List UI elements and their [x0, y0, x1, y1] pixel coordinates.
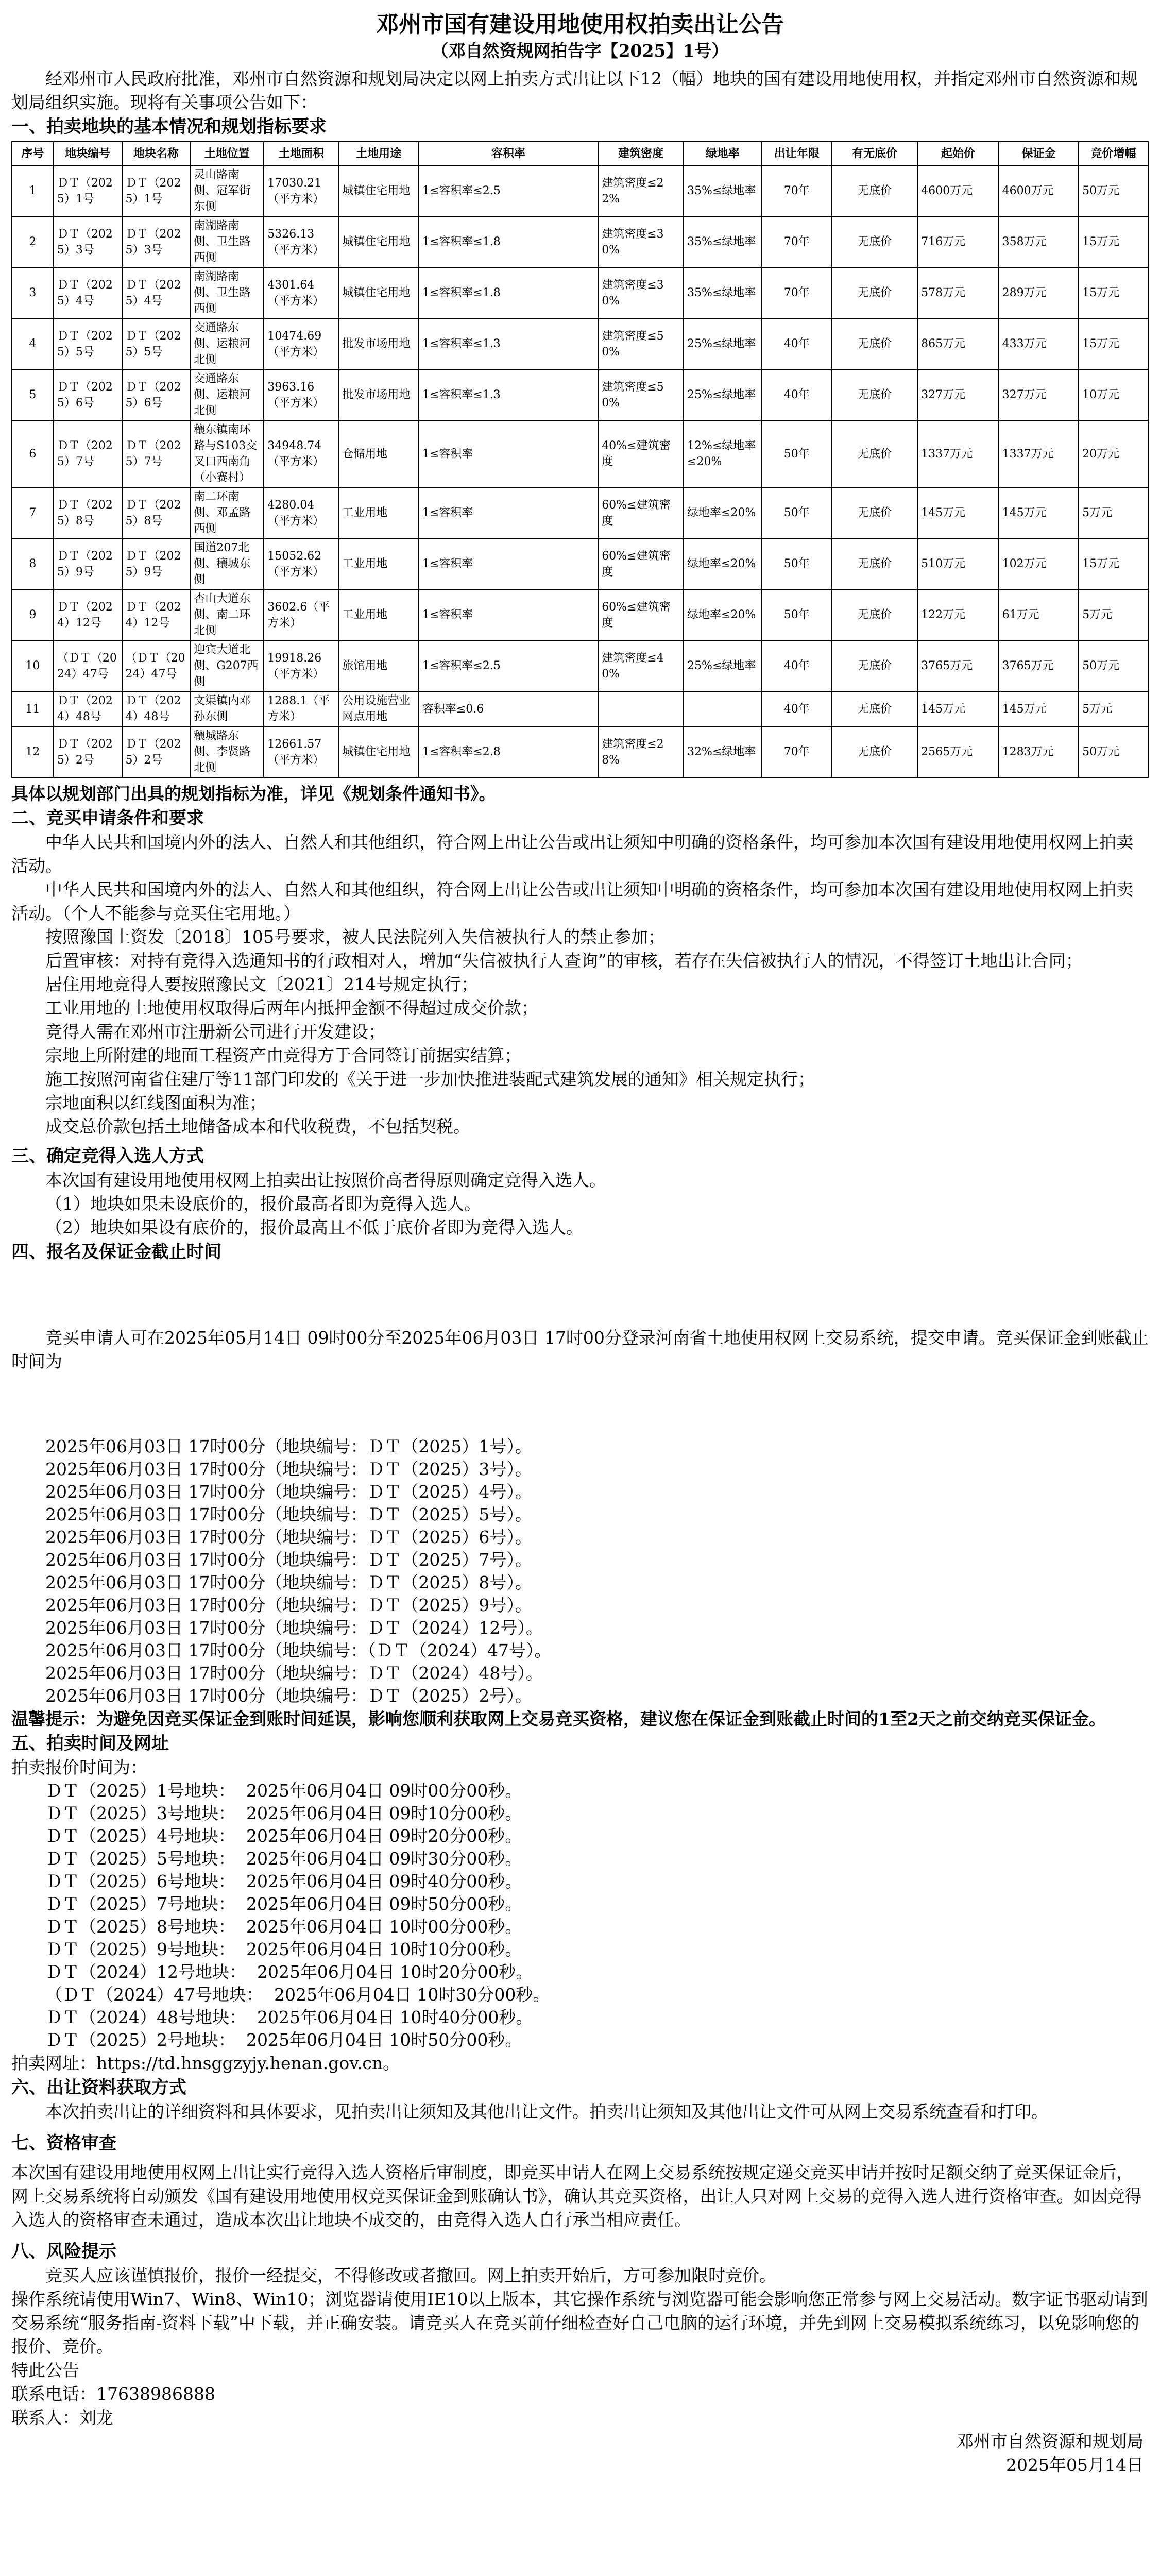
auction-time-list — [11, 1780, 1149, 2052]
table-cell: 无底价 — [832, 216, 917, 267]
table-cell: 建筑密度≤30% — [598, 267, 684, 318]
table-cell: 3765万元 — [999, 640, 1079, 691]
table-cell: 1≤容积率≤1.8 — [419, 216, 598, 267]
deadline-line: 2025年06月03日 17时00分（地块编号：ＤＴ（2025）9号）。 — [45, 1595, 532, 1615]
deadline-line: 2025年06月03日 17时00分（地块编号：ＤＴ（2025）8号）。 — [45, 1572, 532, 1592]
table-cell: 12%≤绿地率≤20% — [684, 420, 761, 487]
table-cell: 50年 — [761, 538, 832, 589]
table-cell: 城镇住宅用地 — [338, 165, 418, 216]
table-cell: 无底价 — [832, 691, 917, 726]
auction-time-line: ＤＴ（2025）2号地块： 2025年06月04日 10时50分00秒。 — [45, 2030, 522, 2050]
table-cell: 6 — [12, 420, 54, 487]
table-cell: ＤＴ（2025）6号 — [54, 369, 122, 420]
table-cell: 19918.26（平方米） — [264, 640, 338, 691]
table-cell: 35%≤绿地率 — [684, 267, 761, 318]
table-cell: 716万元 — [917, 216, 999, 267]
table-cell: 穰东镇南环路与S103交叉口西南角（小赛村） — [190, 420, 264, 487]
table-cell: 3 — [12, 267, 54, 318]
table-cell: 40%≤建筑密度 — [598, 420, 684, 487]
table-cell: 15万元 — [1079, 216, 1148, 267]
table-cell: 1288.1（平方米） — [264, 691, 338, 726]
table-header-row — [12, 142, 1148, 165]
table-cell: ＤＴ（2025）9号 — [122, 538, 191, 589]
table-header-cell: 起始价 — [917, 142, 999, 165]
table-row — [12, 538, 1148, 589]
requirement-line: 工业用地的土地使用权取得后两年内抵押金额不得超过成交价款； — [45, 998, 538, 1018]
table-cell: 城镇住宅用地 — [338, 216, 418, 267]
section-4-text: 竞买申请人可在2025年05月14日 09时00分至2025年06月03日 17时00分登录河南省土地使用权网上交易系统，提交申请。竞买保证金到账截止时间为 — [11, 1328, 1149, 1371]
table-cell: 122万元 — [917, 589, 999, 640]
table-cell: 穰城路东侧、李贤路北侧 — [190, 726, 264, 777]
table-cell: 289万元 — [999, 267, 1079, 318]
table-cell: 无底价 — [832, 589, 917, 640]
requirement-line: 竞得人需在邓州市注册新公司进行开发建设； — [45, 1022, 385, 1042]
requirement-line: 宗地上所附建的地面工程资产由竞得方于合同签订前据实结算； — [45, 1045, 521, 1065]
auction-time-line: ＤＴ（2025）4号地块： 2025年06月04日 09时20分00秒。 — [45, 1826, 522, 1846]
table-cell: ＤＴ（2025）5号 — [54, 318, 122, 369]
deadline-line: 2025年06月03日 17时00分（地块编号：ＤＴ（2025）2号）。 — [45, 1686, 532, 1706]
table-cell: 102万元 — [999, 538, 1079, 589]
table-cell — [684, 691, 761, 726]
table-cell: 40年 — [761, 369, 832, 420]
table-cell: 35%≤绿地率 — [684, 216, 761, 267]
table-row — [12, 420, 1148, 487]
table-cell: 3602.6（平方米） — [264, 589, 338, 640]
table-cell: 无底价 — [832, 726, 917, 777]
table-cell: 4600万元 — [917, 165, 999, 216]
table-cell: ＤＴ（2025）3号 — [54, 216, 122, 267]
table-cell: 433万元 — [999, 318, 1079, 369]
table-cell: ＤＴ（2024）12号 — [122, 589, 191, 640]
table-cell: 358万元 — [999, 216, 1079, 267]
auction-time-line: ＤＴ（2025）6号地块： 2025年06月04日 09时40分00秒。 — [45, 1871, 522, 1891]
deadline-line: 2025年06月03日 17时00分（地块编号：ＤＴ（2025）1号）。 — [45, 1436, 532, 1456]
table-cell: 绿地率≤20% — [684, 589, 761, 640]
table-cell: 1 — [12, 165, 54, 216]
rule-line: （1）地块如果未设底价的，报价最高者即为竞得入选人。 — [45, 1194, 481, 1214]
table-cell: 4301.64（平方米） — [264, 267, 338, 318]
table-cell: ＤＴ（2025）3号 — [122, 216, 191, 267]
table-cell: 2565万元 — [917, 726, 999, 777]
table-cell: 60%≤建筑密度 — [598, 538, 684, 589]
table-cell: 50万元 — [1079, 640, 1148, 691]
contact-person: 联系人：刘龙 — [11, 2408, 113, 2428]
table-cell: 12 — [12, 726, 54, 777]
table-cell: 无底价 — [832, 267, 917, 318]
auction-time-line: ＤＴ（2024）12号地块： 2025年06月04日 10时20分00秒。 — [45, 1962, 533, 1982]
deadline-line: 2025年06月03日 17时00分（地块编号：（ＤＴ（2024）47号）。 — [45, 1640, 552, 1660]
table-cell: 70年 — [761, 165, 832, 216]
section-6-text: 本次拍卖出让的详细资料和具体要求，见拍卖出让须知及其他出让文件。拍卖出让须知及其他出让文件可从网上交易系统查看和打印。 — [45, 2102, 1048, 2122]
table-cell: 40年 — [761, 318, 832, 369]
table-cell: 145万元 — [999, 487, 1079, 538]
table-cell: ＤＴ（2025）8号 — [54, 487, 122, 538]
table-cell: 578万元 — [917, 267, 999, 318]
table-cell: 25%≤绿地率 — [684, 640, 761, 691]
table-cell: 145万元 — [917, 487, 999, 538]
section-8-paragraph-1: 竞买人应该谨慎报价，报价一经提交，不得修改或者撤回。网上拍卖开始后，方可参加限时竞价。 — [45, 2265, 776, 2285]
requirement-line: 宗地面积以红线图面积为准； — [45, 1093, 266, 1113]
table-cell: 建筑密度≤50% — [598, 318, 684, 369]
table-cell: 145万元 — [917, 691, 999, 726]
table-header-cell: 竞价增幅 — [1079, 142, 1148, 165]
table-cell: 公用设施营业网点用地 — [338, 691, 418, 726]
deadline-line: 2025年06月03日 17时00分（地块编号：ＤＴ（2025）4号）。 — [45, 1482, 532, 1502]
deposit-deadline-list — [11, 1435, 1149, 1707]
table-cell: 40年 — [761, 691, 832, 726]
rule-line: 本次国有建设用地使用权网上拍卖出让按照价高者得原则确定竞得入选人。 — [45, 1170, 606, 1190]
table-note: 具体以规划部门出具的规划指标为准，详见《规划条件通知书》。 — [11, 784, 496, 804]
table-cell: 50年 — [761, 589, 832, 640]
table-cell: 国道207北侧、穰城东侧 — [190, 538, 264, 589]
table-header-cell: 保证金 — [999, 142, 1079, 165]
table-cell: 无底价 — [832, 318, 917, 369]
table-header-cell: 地块编号 — [54, 142, 122, 165]
auction-url[interactable]: 拍卖网址：https://td.hnsggzyjy.henan.gov.cn。 — [11, 2053, 400, 2073]
table-cell — [598, 691, 684, 726]
intro-paragraph: 经邓州市人民政府批准，邓州市自然资源和规划局决定以网上拍卖方式出让以下12（幅）地块的国有建设用地使用权，并指定邓州市自然资源和规划局组织实施。现将有关事项公告如下： — [11, 69, 1138, 112]
table-cell: 仓储用地 — [338, 420, 418, 487]
table-row — [12, 318, 1148, 369]
table-cell: 1≤容积率≤1.3 — [419, 369, 598, 420]
table-cell: 5万元 — [1079, 589, 1148, 640]
signer: 邓州市自然资源和规划局 — [957, 2431, 1144, 2451]
section-3-heading: 三、确定竞得入选人方式 — [11, 1146, 204, 1166]
table-cell: 7 — [12, 487, 54, 538]
table-cell: 9 — [12, 589, 54, 640]
land-plots-table — [11, 141, 1149, 778]
section-3-rules — [11, 1168, 1149, 1240]
table-cell: 3963.16（平方米） — [264, 369, 338, 420]
table-cell: 15万元 — [1079, 318, 1148, 369]
table-row — [12, 640, 1148, 691]
table-cell: 1≤容积率 — [419, 538, 598, 589]
section-2-paragraph-2: 中华人民共和国境内外的法人、自然人和其他组织，符合网上出让公告或出让须知中明确的资格条件，均可参加本次国有建设用地使用权网上拍卖活动。（个人不能参与竞买住宅用地。） — [11, 879, 1133, 923]
table-header-cell: 容积率 — [419, 142, 598, 165]
requirement-line: 后置审核：对持有竞得入选通知书的行政相对人，增加“失信被执行人查询”的审核，若存在失信被执行人的情况，不得签订土地出让合同； — [45, 951, 1083, 971]
section-2-requirements — [11, 925, 1149, 1139]
table-row — [12, 691, 1148, 726]
section-6-heading: 六、出让资料获取方式 — [11, 2077, 186, 2098]
table-cell: 工业用地 — [338, 589, 418, 640]
table-cell: 3765万元 — [917, 640, 999, 691]
table-cell: 交通路东侧、运粮河北侧 — [190, 369, 264, 420]
closing-line: 特此公告 — [11, 2360, 79, 2380]
table-cell: 1≤容积率≤1.3 — [419, 318, 598, 369]
table-cell: 南湖路南侧、卫生路西侧 — [190, 267, 264, 318]
table-cell: 无底价 — [832, 487, 917, 538]
table-cell: 50年 — [761, 487, 832, 538]
table-header-cell: 地块名称 — [122, 142, 191, 165]
section-8-heading: 八、风险提示 — [11, 2241, 116, 2262]
table-header-cell: 绿地率 — [684, 142, 761, 165]
table-cell: ＤＴ（2024）12号 — [54, 589, 122, 640]
table-cell: 32%≤绿地率 — [684, 726, 761, 777]
table-cell: 327万元 — [999, 369, 1079, 420]
table-cell: 容积率≤0.6 — [419, 691, 598, 726]
table-cell: 10 — [12, 640, 54, 691]
table-cell: 建筑密度≤30% — [598, 216, 684, 267]
table-cell: ＤＴ（2025）2号 — [54, 726, 122, 777]
table-row — [12, 165, 1148, 216]
table-cell: 8 — [12, 538, 54, 589]
table-cell: ＤＴ（2025）8号 — [122, 487, 191, 538]
table-cell: （ＤＴ（2024）47号 — [54, 640, 122, 691]
requirement-line: 居住用地竞得人要按照豫民文〔2021〕214号规定执行； — [45, 974, 478, 994]
auction-time-line: （ＤＴ（2024）47号地块： 2025年06月04日 10时30分00秒。 — [45, 1985, 550, 2005]
table-cell: 11 — [12, 691, 54, 726]
table-row — [12, 726, 1148, 777]
table-cell: ＤＴ（2025）2号 — [122, 726, 191, 777]
table-cell: 25%≤绿地率 — [684, 318, 761, 369]
requirement-line: 施工按照河南省住建厅等11部门印发的《关于进一步加快推进装配式建筑发展的通知》相关规定执行； — [45, 1069, 815, 1089]
table-row — [12, 216, 1148, 267]
table-cell: 61万元 — [999, 589, 1079, 640]
table-cell: 迎宾大道北侧、G207西侧 — [190, 640, 264, 691]
warm-tip: 温馨提示：为避免因竞买保证金到账时间延误，影响您顺利获取网上交易竞买资格，建议您在保证金到账截止时间的1至2天之前交纳竞买保证金。 — [11, 1709, 1106, 1729]
table-cell: 绿地率≤20% — [684, 538, 761, 589]
table-cell: 4280.04（平方米） — [264, 487, 338, 538]
table-cell: 5326.13（平方米） — [264, 216, 338, 267]
table-cell: 1≤容积率 — [419, 420, 598, 487]
table-cell: 批发市场用地 — [338, 369, 418, 420]
auction-time-line: ＤＴ（2025）8号地块： 2025年06月04日 10时00分00秒。 — [45, 1917, 522, 1937]
table-cell: 1≤容积率≤1.8 — [419, 267, 598, 318]
table-cell: 无底价 — [832, 538, 917, 589]
deadline-line: 2025年06月03日 17时00分（地块编号：ＤＴ（2025）7号）。 — [45, 1550, 532, 1570]
table-cell: 无底价 — [832, 420, 917, 487]
table-cell: 5 — [12, 369, 54, 420]
table-cell: 5万元 — [1079, 691, 1148, 726]
table-cell: 工业用地 — [338, 487, 418, 538]
table-cell: 绿地率≤20% — [684, 487, 761, 538]
section-5-heading: 五、拍卖时间及网址 — [11, 1733, 169, 1754]
table-cell: 建筑密度≤50% — [598, 369, 684, 420]
section-8-paragraph-2: 操作系统请使用Win7、Win8、Win10；浏览器请使用IE10以上版本，其它操作系统与浏览器可能会影响您正常参与网上交易活动。数字证书驱动请到交易系统“服务指南-资料下载”中下载，并正确安装。请竞买人在竞买前仔细检查好自己电脑的运行环境，并先到网上交易模拟系统练习，以免影响您的报价、竞价。 — [11, 2289, 1148, 2357]
issue-date: 2025年05月14日 — [1006, 2455, 1144, 2475]
table-cell: 1≤容积率≤2.5 — [419, 640, 598, 691]
table-cell: 无底价 — [832, 640, 917, 691]
table-cell: 50年 — [761, 420, 832, 487]
table-cell: 南湖路南侧、卫生路西侧 — [190, 216, 264, 267]
auction-time-line: ＤＴ（2025）1号地块： 2025年06月04日 09时00分00秒。 — [45, 1781, 522, 1801]
deadline-line: 2025年06月03日 17时00分（地块编号：ＤＴ（2024）48号）。 — [45, 1663, 543, 1683]
table-header-cell: 土地位置 — [190, 142, 264, 165]
table-header-cell: 土地用途 — [338, 142, 418, 165]
table-cell: 1≤容积率≤2.8 — [419, 726, 598, 777]
table-cell: 10万元 — [1079, 369, 1148, 420]
table-header-cell: 建筑密度 — [598, 142, 684, 165]
table-cell: 4600万元 — [999, 165, 1079, 216]
table-cell: 无底价 — [832, 165, 917, 216]
table-cell: ＤＴ（2024）48号 — [54, 691, 122, 726]
table-cell: 建筑密度≤40% — [598, 640, 684, 691]
table-cell: ＤＴ（2025）9号 — [54, 538, 122, 589]
table-cell: 1≤容积率 — [419, 487, 598, 538]
contact-phone: 联系电话：17638986888 — [11, 2384, 215, 2404]
deadline-line: 2025年06月03日 17时00分（地块编号：ＤＴ（2025）3号）。 — [45, 1459, 532, 1479]
auction-time-line: ＤＴ（2025）3号地块： 2025年06月04日 09时10分00秒。 — [45, 1803, 522, 1823]
table-cell: 2 — [12, 216, 54, 267]
table-cell: 4 — [12, 318, 54, 369]
table-cell: 15052.62（平方米） — [264, 538, 338, 589]
deadline-line: 2025年06月03日 17时00分（地块编号：ＤＴ（2025）6号）。 — [45, 1527, 532, 1547]
table-body — [12, 165, 1148, 777]
table-cell: 20万元 — [1079, 420, 1148, 487]
table-cell: 70年 — [761, 267, 832, 318]
auction-time-line: ＤＴ（2024）48号地块： 2025年06月04日 10时40分00秒。 — [45, 2007, 533, 2027]
deadline-line: 2025年06月03日 17时00分（地块编号：ＤＴ（2024）12号）。 — [45, 1618, 543, 1638]
table-cell: ＤＴ（2025）6号 — [122, 369, 191, 420]
table-header-cell: 出让年限 — [761, 142, 832, 165]
section-2-heading: 二、竞买申请条件和要求 — [11, 808, 204, 828]
table-cell: 70年 — [761, 726, 832, 777]
table-cell: 60%≤建筑密度 — [598, 589, 684, 640]
section-1-heading: 一、拍卖地块的基本情况和规划指标要求 — [11, 116, 327, 137]
table-cell: 无底价 — [832, 369, 917, 420]
table-cell: 327万元 — [917, 369, 999, 420]
table-header-cell: 有无底价 — [832, 142, 917, 165]
table-cell: 建筑密度≤28% — [598, 726, 684, 777]
section-7-heading: 七、资格审查 — [11, 2133, 116, 2154]
table-cell: 城镇住宅用地 — [338, 267, 418, 318]
table-row — [12, 267, 1148, 318]
document-subtitle: （邓自然资规网拍告字【2025】1号） — [431, 41, 729, 61]
table-cell: 南二环南侧、邓孟路西侧 — [190, 487, 264, 538]
table-cell: 12661.57（平方米） — [264, 726, 338, 777]
table-cell: 40年 — [761, 640, 832, 691]
requirement-line: 按照豫国土资发〔2018〕105号要求，被人民法院列入失信被执行人的禁止参加； — [45, 927, 665, 947]
table-cell: ＤＴ（2024）48号 — [122, 691, 191, 726]
table-cell: 1≤容积率≤2.5 — [419, 165, 598, 216]
table-cell: ＤＴ（2025）4号 — [122, 267, 191, 318]
table-header-cell: 土地面积 — [264, 142, 338, 165]
table-cell: 1283万元 — [999, 726, 1079, 777]
table-row — [12, 487, 1148, 538]
table-cell: ＤＴ（2025）7号 — [122, 420, 191, 487]
auction-time-line: ＤＴ（2025）7号地块： 2025年06月04日 09时50分00秒。 — [45, 1894, 522, 1914]
deadline-line: 2025年06月03日 17时00分（地块编号：ＤＴ（2025）5号）。 — [45, 1504, 532, 1524]
auction-time-label: 拍卖报价时间为： — [11, 1757, 147, 1777]
requirement-line: 成交总价款包括土地储备成本和代收税费，不包括契税。 — [45, 1116, 470, 1137]
table-cell: 15万元 — [1079, 538, 1148, 589]
table-cell: 865万元 — [917, 318, 999, 369]
table-cell: 5万元 — [1079, 487, 1148, 538]
section-2-paragraph-1: 中华人民共和国境内外的法人、自然人和其他组织，符合网上出让公告或出让须知中明确的资格条件，均可参加本次国有建设用地使用权网上拍卖活动。 — [11, 832, 1133, 876]
table-cell: 35%≤绿地率 — [684, 165, 761, 216]
table-cell: 70年 — [761, 216, 832, 267]
table-cell: 交通路东侧、运粮河北侧 — [190, 318, 264, 369]
table-cell: 25%≤绿地率 — [684, 369, 761, 420]
table-cell: ＤＴ（2025）5号 — [122, 318, 191, 369]
table-cell: 510万元 — [917, 538, 999, 589]
table-cell: 工业用地 — [338, 538, 418, 589]
table-row — [12, 369, 1148, 420]
table-cell: 杏山大道东侧、南二环北侧 — [190, 589, 264, 640]
auction-time-line: ＤＴ（2025）9号地块： 2025年06月04日 10时10分00秒。 — [45, 1939, 522, 1959]
table-cell: ＤＴ（2025）7号 — [54, 420, 122, 487]
auction-time-line: ＤＴ（2025）5号地块： 2025年06月04日 09时30分00秒。 — [45, 1849, 522, 1869]
table-cell: 旅馆用地 — [338, 640, 418, 691]
table-row — [12, 589, 1148, 640]
table-cell: 城镇住宅用地 — [338, 726, 418, 777]
table-cell: 60%≤建筑密度 — [598, 487, 684, 538]
table-cell: 批发市场用地 — [338, 318, 418, 369]
table-cell: 10474.69（平方米） — [264, 318, 338, 369]
table-cell: 1337万元 — [917, 420, 999, 487]
table-cell: 1≤容积率 — [419, 589, 598, 640]
table-cell: 34948.74（平方米） — [264, 420, 338, 487]
table-cell: ＤＴ（2025）1号 — [54, 165, 122, 216]
table-cell: 50万元 — [1079, 726, 1148, 777]
document-title: 邓州市国有建设用地使用权拍卖出让公告 — [376, 11, 784, 38]
table-cell: ＤＴ（2025）1号 — [122, 165, 191, 216]
table-cell: ＤＴ（2025）4号 — [54, 267, 122, 318]
table-header-cell: 序号 — [12, 142, 54, 165]
table-cell: 50万元 — [1079, 165, 1148, 216]
table-cell: （ＤＴ（2024）47号 — [122, 640, 191, 691]
table-cell: 17030.21（平方米） — [264, 165, 338, 216]
table-cell: 15万元 — [1079, 267, 1148, 318]
table-cell: 1337万元 — [999, 420, 1079, 487]
table-cell: 文渠镇内邓孙东侧 — [190, 691, 264, 726]
section-7-text: 本次国有建设用地使用权网上出让实行竞得入选人资格后审制度，即竞买申请人在网上交易系统按规定递交竞买申请并按时足额交纳了竞买保证金后，网上交易系统将自动颁发《国有建设用地使用权竞买保证金到账确认书》，确认其竞买资格，出让人只对网上交易的竞得入选人进行资格审查。如因竞得入选人的资格审查未通过，造成本次出让地块不成交的，由竞得入选人自行承当相应责任。 — [11, 2162, 1142, 2230]
table-cell: 145万元 — [999, 691, 1079, 726]
table-cell: 建筑密度≤22% — [598, 165, 684, 216]
section-4-heading: 四、报名及保证金截止时间 — [11, 1242, 221, 1262]
table-cell: 灵山路南侧、冠军街东侧 — [190, 165, 264, 216]
rule-line: （2）地块如果设有底价的，报价最高且不低于底价者即为竞得入选人。 — [45, 1217, 583, 1238]
